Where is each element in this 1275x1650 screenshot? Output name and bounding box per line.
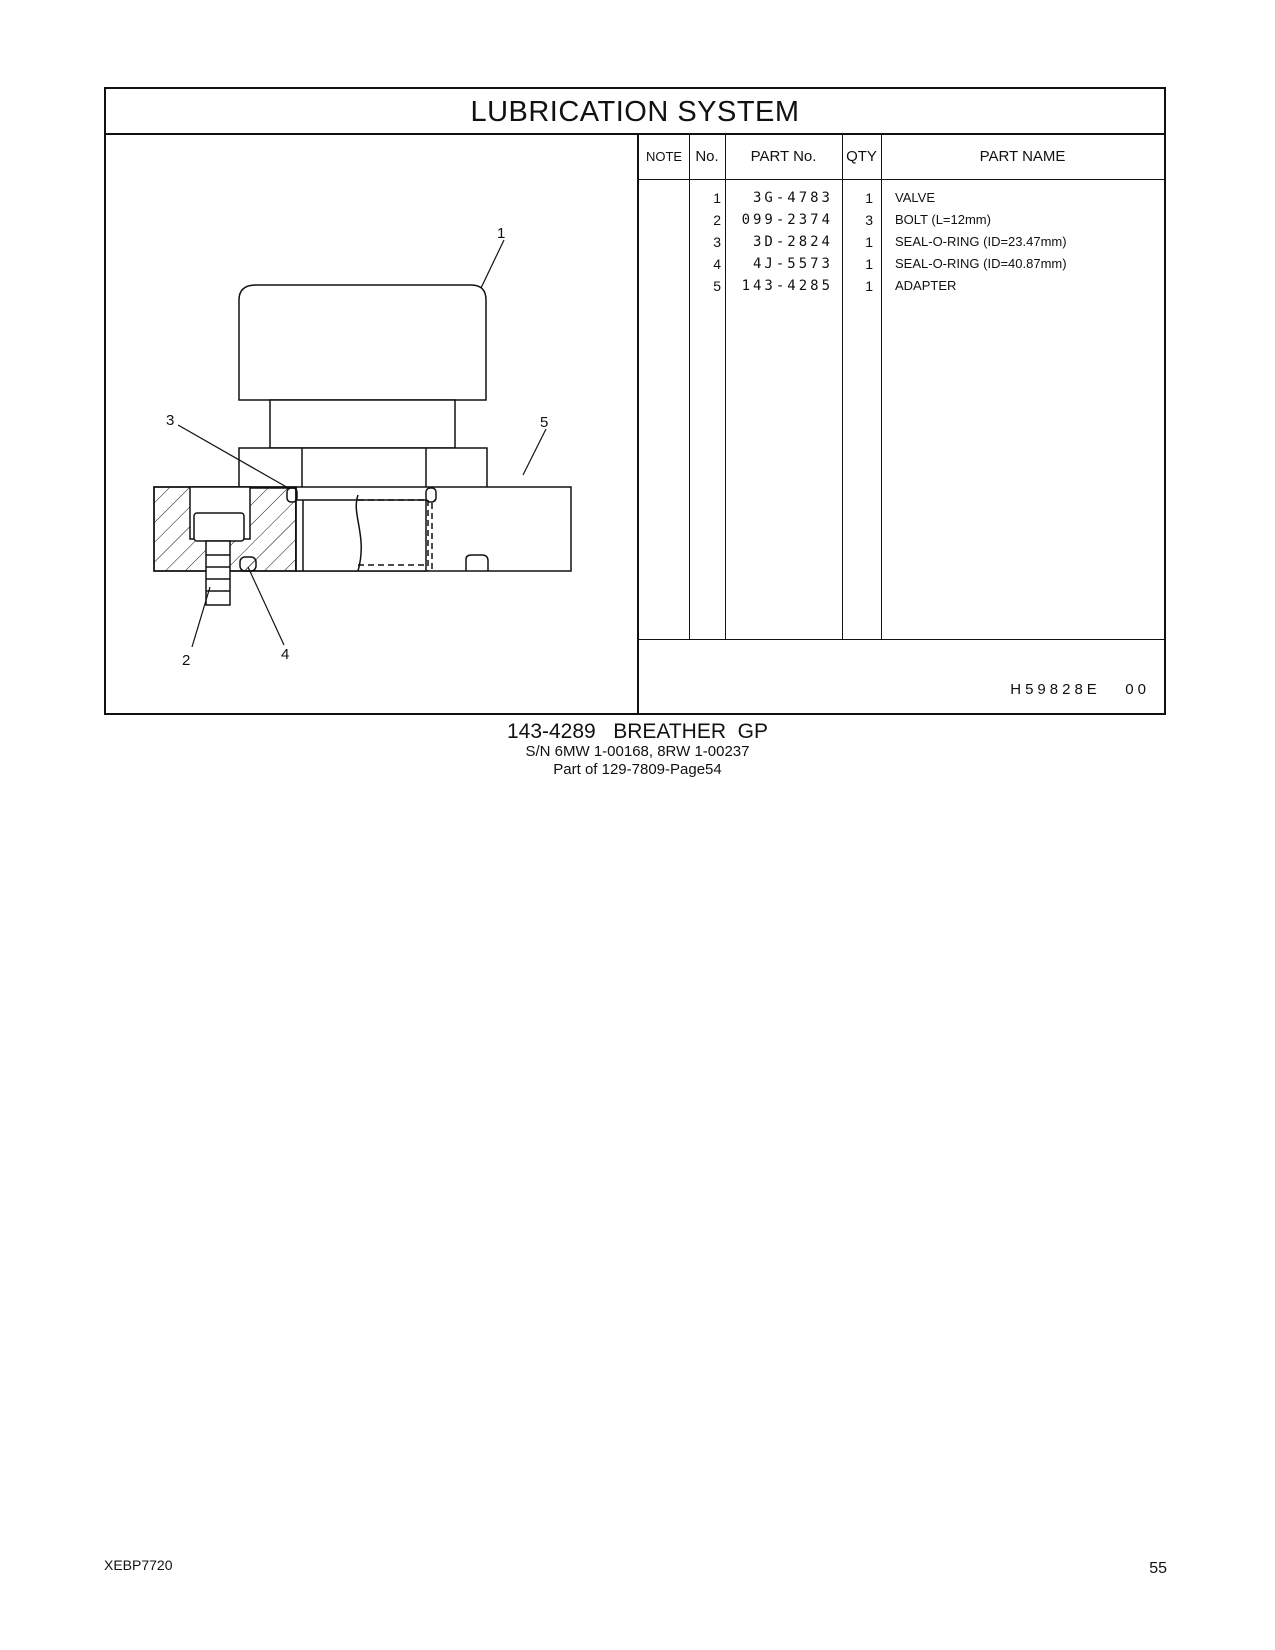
quantity: 1 [865,256,873,272]
callout-5: 5 [540,414,549,431]
callout-2: 2 [182,652,191,669]
part-number: 3G-4783 [752,190,833,206]
bolt-shank [206,541,230,605]
callout-1: 1 [497,225,506,242]
bolt-head [194,513,244,541]
header-note: NOTE [645,149,683,164]
table-row [639,253,1164,275]
doc-code: XEBP7720 [104,1557,173,1573]
part-name: ADAPTER [895,278,957,293]
part-name: SEAL-O-RING (ID=23.47mm) [895,234,1067,249]
part-name: VALVE [895,190,935,205]
part-number: 3D-2824 [752,234,833,250]
drawing-number: H59828E 00 [1010,681,1150,698]
item-number: 3 [713,234,721,250]
quantity: 3 [865,212,873,228]
group-caption: 143-4289 BREATHER GP [506,720,769,743]
table-row [639,209,1164,231]
quantity: 1 [865,234,873,250]
parts-illustration [106,135,637,715]
item-number: 2 [713,212,721,228]
item-number: 5 [713,278,721,294]
header-qty: QTY [846,148,877,165]
part-number: 143-4285 [741,278,833,294]
part-reference: Part of 129-7809-Page54 [553,761,722,778]
callout-4: 4 [281,646,290,663]
parts-table [637,135,1164,713]
valve-cap [239,285,486,400]
part-name: BOLT (L=12mm) [895,212,991,227]
parts-rows [639,187,1164,297]
valve-base [239,448,487,488]
quantity: 1 [865,278,873,294]
page-number: 55 [1149,1560,1167,1577]
parts-frame [104,87,1166,715]
breather-drawing [106,135,637,715]
valve-neck [270,400,455,448]
table-row [639,275,1164,297]
serial-numbers: S/N 6MW 1-00168, 8RW 1-00237 [525,743,750,760]
item-number: 1 [713,190,721,206]
part-number: 099-2374 [741,212,833,228]
page-title: LUBRICATION SYSTEM [106,89,1164,135]
header-no: No. [695,148,719,165]
callout-3: 3 [166,412,175,429]
header-part-name: PART NAME [979,148,1066,165]
quantity: 1 [865,190,873,206]
table-row [639,231,1164,253]
table-row [639,187,1164,209]
part-number: 4J-5573 [752,256,833,272]
part-name: SEAL-O-RING (ID=40.87mm) [895,256,1067,271]
header-part-no: PART No. [750,148,817,165]
item-number: 4 [713,256,721,272]
